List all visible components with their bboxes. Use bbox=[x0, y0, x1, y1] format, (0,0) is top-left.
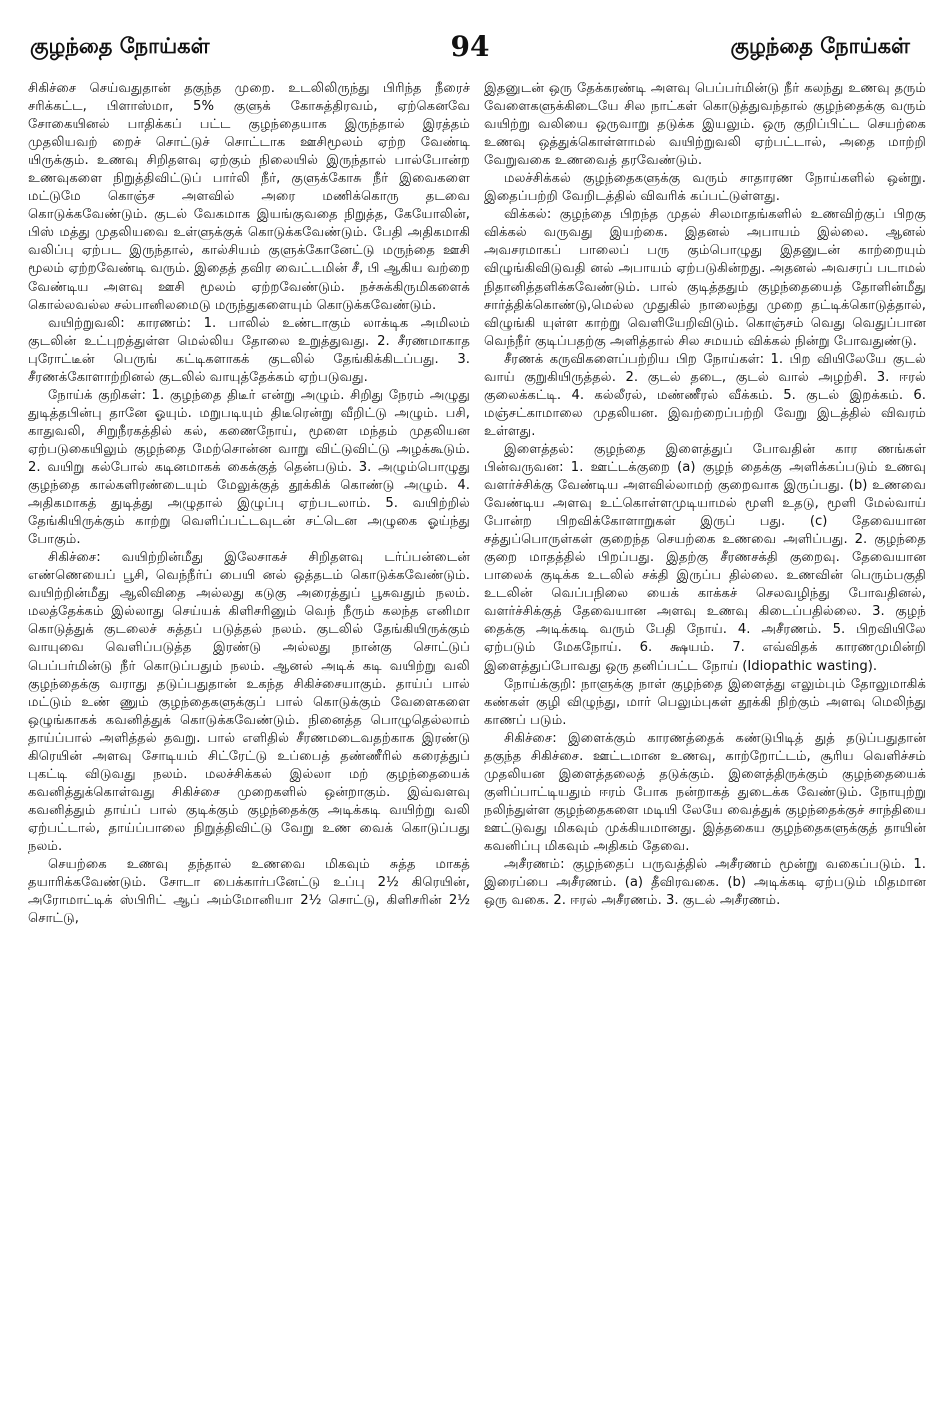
paragraph: நோய்க்குறி: நாளுக்கு நாள் குழந்தை இளைத்து எலும்பும் தோலுமாகிக் கண்கள் குழி விழுந்து, மார் பெலும்புகள் தூக்கி நிற்கும் அளவு மெலிந்து காணப் படும். bbox=[484, 676, 926, 728]
paragraph: சிகிச்சை செய்வதுதான் தகுந்த முறை. உடலிலிருந்து பிரிந்த நீரைச் சரிக்கட்ட, பிளாஸ்மா, 5% குளுக் கோசுத்திரவம், ஏற்கெனவே சோகையினல் பாதிக்கப் பட்ட குழந்தையாக இருந்தால் இரத்தம் முதலியவற் றைச் சொட்டுச் சொட்டாக ஊசிமூலம் ஏற்ற வேண்டி யிருக்கும். உணவு சிறிதளவு ஏற்கும் நிலையில் இருந்தால் பால்போன்ற உணவுகளை நிறுத்திவிட்டுப் பார்லி நீர், குளுக்கோசு நீர் இவைகளை மட்டுமே கொஞ்ச அளவில் அரை மணிக்கொரு தடவை கொடுக்கவேண்டும். குடல் வேகமாக இயங்குவதை நிறுத்த, கேயோலின், பிஸ் மத்து முதலியவை உள்ளுக்குக் கொடுக்கவேண்டும். பேதி அதிகமாகி வலிப்பு ஏற்பட இருந்தால், கால்சியம் குளுக்கோனேட்டு மருந்தை ஊசி மூலம் ஏற்றவேண்டி வரும். இதைத் தவிர வைட்டமின் சீ, பி ஆகிய வற்றை வேண்டிய அளவு ஊசி மூலம் ஏற்றவேண்டும். நச்சுக்கிருமிகளைக் கொல்லவல்ல சல்பானிலமைடு மருந்துகளையும் கொடுக்கவேண்டும். bbox=[28, 81, 470, 313]
running-head-left: குழந்தை நோய்கள் bbox=[30, 34, 210, 58]
paragraph: வயிற்றுவலி: காரணம்: 1. பாலில் உண்டாகும் லாக்டிக அமிலம் குடலின் உட்புறத்துள்ள மெல்லிய தோலை உறுத்துவது. 2. சீரணமாகாத புரோட்டீன் பெருங் கட்டிகளாகக் குடலில் தேங்கிக்கிடப்பது. 3. சீரணக்கோளாற்றினல் குடலில் வாயுத்தேக்கம் ஏற்படுவது. bbox=[28, 315, 470, 385]
running-head-right: குழந்தை நோய்கள் bbox=[730, 34, 910, 58]
paragraph: சீரணக் கருவிகளைப்பற்றிய பிற நோய்கள்: 1. பிற வியிலேயே குடல் வாய் குறுகியிருத்தல். 2. குடல் தடை, குடல் வால் அழற்சி. 3. ஈரல் குலைக்கட்டி. 4. கல்லீரல், மண்ணீரல் வீக்கம். 5. குடல் இறக்கம். 6. மஞ்சட்காமாலை முதலியன. இவற்றைப்பற்றி வேறு இடத்தில் விவரம் உள்ளது. bbox=[484, 351, 926, 439]
paragraph: செயற்கை உணவு தந்தால் உணவை மிகவும் சுத்த மாகத் தயாரிக்கவேண்டும். சோடா பைக்கார்பனேட்டு உப்பு 2½ கிரெயின், அரோமாட்டிக் ஸ்பிரிட் ஆப் அம்மோனியா 2½ சொட்டு, கிளிசரின் 2½ சொட்டு, bbox=[28, 857, 470, 927]
paragraph: அசீரணம்: குழந்தைப் பருவத்தில் அசீரணம் மூன்று வகைப்படும். 1. இரைப்பை அசீரணம். (a) தீவிரவகை. (b) அடிக்கடி ஏற்படும் மிதமான ஒரு வகை. 2. ஈரல் அசீரணம். 3. குடல் அசீரணம். bbox=[484, 857, 926, 909]
paragraph: இளைத்தல்: குழந்தை இளைத்துப் போவதின் கார ணங்கள் பின்வருவன: 1. ஊட்டக்குறை (a) குழந் தைக்கு அளிக்கப்படும் உணவு வளர்ச்சிக்கு வேண்டிய அளவில்லாமற் குறைவாக இருப்பது. (b) உணவை வேண்டிய அளவு உட்கொள்ளமுடியாமல் மூளி உதடு, மூளி மேல்வாய் போன்ற பிறவிக்கோளாறுகள் இருப் பது. (c) தேவையான சத்துப்பொருள்கள் குறைந்த செயற்கை உணவை அளிப்பது. 2. குழந்தை குறை மாதத்தில் பிறப்பது. இதற்கு சீரணசக்தி குறைவு. தேவையான பாலைக் குடிக்க உடலில் சக்தி இருப்ப தில்லை. உணவின் பெரும்பகுதி உடலின் வெப்பநிலை யைக் காக்கச் செலவழிந்து போவதினல், வளர்ச்சிக்குத் தேவையான அளவு உணவு கிடைப்பதில்லை. 3. குழந் தைக்கு அடிக்கடி வரும் பேதி நோய். 4. அசீரணம். 5. பிறவியிலே ஏற்படும் மேகநோய். 6. க்ஷயம். 7. எவ்விதக் காரணமுமின்றி இளைத்துப்போவது ஒரு தனிப்பட்ட நோய் (Idiopathic wasting). bbox=[484, 441, 926, 674]
paragraph: மலச்சிக்கல் குழந்தைகளுக்கு வரும் சாதாரண நோய்களில் ஒன்று. இதைப்பற்றி வேறிடத்தில் விவரிக் கப்பட்டுள்ளது. bbox=[484, 171, 926, 205]
paragraph: இதனுடன் ஒரு தேக்கரண்டி அளவு பெப்பர்மின்டு நீர் கலந்து உணவு தரும் வேளைகளுக்கிடையே சில நாட்கள் கொடுத்துவந்தால் குழந்தைக்கு வரும் வயிற்று வலியை ஒருவாறு தடுக்க இயலும். ஒரு குறிப்பிட்ட செயற்கை உணவு ஒத்துக்கொள்ளாமல் வயிற்றுவலி ஏற்பட்டால், அதை மாற்றி வேறுவகை உணவைத் தரவேண்டும். bbox=[484, 81, 926, 169]
page-number: 94 bbox=[450, 30, 490, 63]
paragraph: விக்கல்: குழந்தை பிறந்த முதல் சிலமாதங்களில் உணவிற்குப் பிறகு விக்கல் வருவது இயற்கை. இதனல் அபாயம் இல்லை. ஆனல் அவசரமாகப் பாலைப் பரு கும்பொழுது இதனுடன் காற்றையும் விழுங்கிவிடுவதி னல் அபாயம் ஏற்படுகின்றது. அதனல் அவசரப் படாமல் நிதானித்தளிக்கவேண்டும். பால் குடித்ததும் குழந்தையைத் தோளின்மீது சார்த்திக்கொண்டு,மெல்ல முதுகில் நாலைந்து முறை தட்டிக்கொடுத்தால், விழுங்கி யுள்ள காற்று வெளியேறிவிடும். கொஞ்சம் வெது வெதுப்பான வெந்நீர் குடிப்பதற்கு அளித்தால் சில சமயம் விக்கல் நின்று போவதுண்டு. bbox=[484, 207, 926, 349]
running-head bbox=[30, 30, 910, 70]
paragraph: நோய்க் குறிகள்: 1. குழந்தை திடீர் என்று அழும். சிறிது நேரம் அழுது துடித்தபின்பு தானே ஓயும். மறுபடியும் திடீரென்று வீறிட்டு அழும். பசி, காதுவலி, சிறுநீரகத்தில் கல், கணைநோய், மூளை மந்தம் முதலியன ஏற்படுகையிலும் குழந்தை மேற்சொன்ன வாறு விட்டுவிட்டு அழக்கூடும். 2. வயிறு கல்போல் கடினமாகக் கைக்குத் தென்படும். 3. அழும்பொழுது குழந்தை கால்களிரண்டையும் மேலுக்குத் தூக்கிக் கொண்டு அழும். 4. அதிகமாகத் துடித்து அழுதால் இழுப்பு ஏற்படலாம். 5. வயிற்றில் தேங்கியிருக்கும் காற்று வெளிப்பட்டவுடன் சட்டென அழுகை ஓய்ந்து போகும். bbox=[28, 387, 470, 548]
paragraph: சிகிச்சை: இளைக்கும் காரணத்தைக் கண்டுபிடித் துத் தடுப்பதுதான் தகுந்த சிகிச்சை. ஊட்டமான உணவு, காற்றோட்டம், சூரிய வெளிச்சம் முதலியன இளைத்தலைத் தடுக்கும். இளைத்திருக்கும் குழந்தையைக் குளிப்பாட்டியதும் ஈரம் போக நன்றாகத் துடைக்க வேண்டும். நோயுற்று நலிந்துள்ள குழந்தைகளை மடியி லேயே வைத்துக் குழந்தைக்குச் சாந்தியை ஊட்டுவது மிகவும் முக்கியமானது. இத்தகைய குழந்தைகளுக்குத் தாயின் கவனிப்பு மிகவும் அதிகம் தேவை. bbox=[484, 730, 926, 854]
paragraph: சிகிச்சை: வயிற்றின்மீது இலேசாகச் சிறிதளவு டர்ப்பன்டைன் எண்ணெயைப் பூசி, வெந்நீர்ப் பையி னல் ஒத்தடம் கொடுக்கவேண்டும். வயிற்றின்மீது ஆலிவிதை அல்லது கடுகு அரைத்துப் பூசுவதும் நலம். மலத்தேக்கம் இல்லாது செய்யக் கிளிசரினும் வெந் நீரும் கலந்த எனிமா கொடுத்துக் குடலைச் சுத்தப் படுத்தல் நலம். குடலில் தேங்கியிருக்கும் வாயுவை வெளிப்படுத்த இரண்டு அல்லது நான்கு சொட்டுப் பெப்பர்மின்டு நீர் கொடுப்பதும் நலம். ஆனல் அடிக் கடி வயிற்று வலி குழந்தைக்கு வராது தடுப்பதுதான் உகந்த சிகிச்சையாகும். தாய்ப் பால் மட்டும் உண் ணும் குழந்தைகளுக்குப் பால் கொடுக்கும் வேளைகளை ஒழுங்காகக் கவனித்துக் கொடுக்கவேண்டும். நினைத்த பொழுதெல்லாம் தாய்ப்பால் அளித்தல் தவறு. பால் எளிதில் சீரணமடைவதற்காக இரண்டு கிரெயின் அளவு சோடியம் சிட்ரேட்டு உப்பைத் தண்ணீரில் கரைத்துப் புகட்டி விடுவது நலம். மலச்சிக்கல் இல்லா மற் குழந்தையைக் கவனித்துக்கொள்வது சிகிச்சை முறைகளில் ஒன்றாகும். இவ்வளவு கவனித்தும் தாய்ப் பால் குடிக்கும் குழந்தைக்கு அடிக்கடி வயிற்று வலி ஏற்பட்டால், தாய்ப்பாலை நிறுத்திவிட்டு வேறு உண வைக் கொடுப்பது நலம். bbox=[28, 550, 470, 854]
left-column bbox=[28, 80, 470, 1380]
right-column bbox=[484, 80, 926, 1380]
